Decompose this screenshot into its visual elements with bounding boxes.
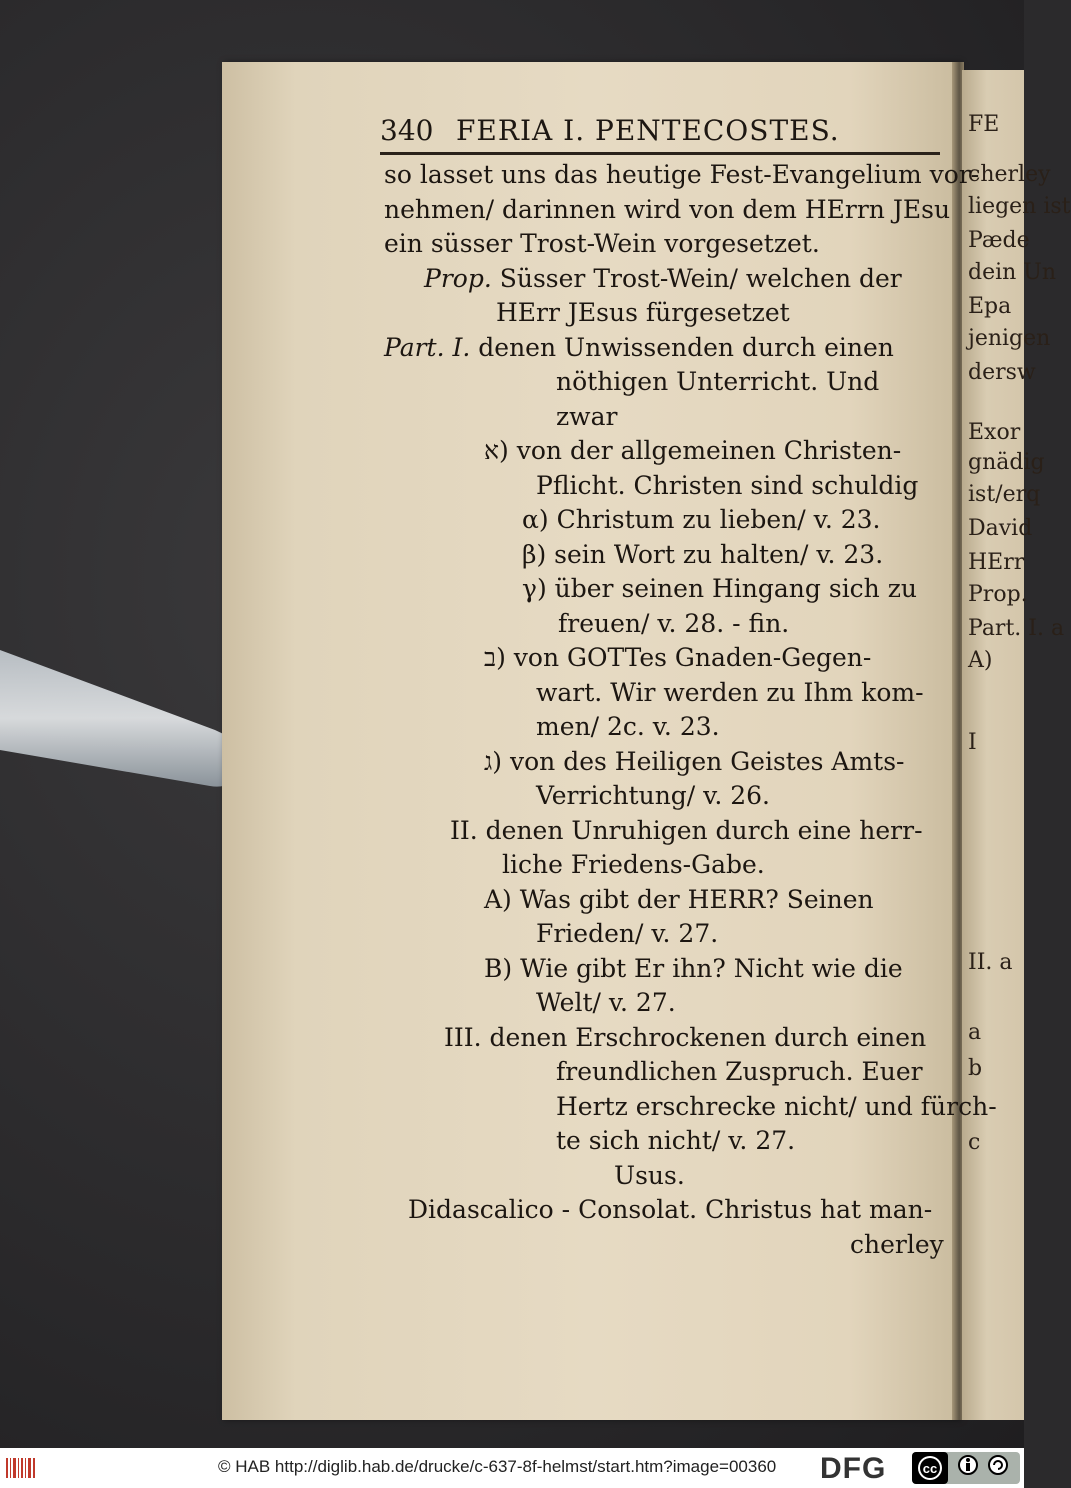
text-line [556, 1090, 997, 1125]
line-text: wart. Wir werden zu Ihm kom- [536, 677, 924, 707]
text-line [384, 158, 979, 193]
cc-by-sa-icon [912, 1452, 1020, 1484]
line-text: ג) von des Heiligen Geistes Amts- [484, 746, 905, 776]
text-line [484, 641, 871, 676]
line-text: A) Was gibt der HERR? Seinen [484, 884, 874, 914]
facing-page-fragment: Prop. [968, 582, 1028, 607]
page-header [380, 110, 940, 154]
facing-page-fragment: ist/erq [968, 482, 1041, 507]
line-text: Frieden/ v. 27. [536, 919, 719, 948]
line-text: HErr JEsus fürgesetzet [496, 298, 790, 327]
text-line [614, 1159, 685, 1194]
line-text: Pflicht. Christen sind schuldig [536, 470, 919, 500]
text-line [522, 538, 883, 573]
source-link[interactable]: © HAB http://diglib.hab.de/drucke/c-637-8f-helmst/start.htm?image=00360 [218, 1457, 777, 1476]
line-text: cherley [850, 1229, 944, 1259]
facing-page-fragment: c [968, 1130, 981, 1155]
line-text: Hertz erschrecke nicht/ und fürch- [556, 1091, 997, 1121]
facing-page-fragment: II. a [968, 950, 1013, 975]
facing-page-fragment: Exor [968, 420, 1021, 445]
facing-page-fragment: cherley [968, 162, 1051, 187]
facing-page-fragment: FE [968, 112, 1000, 137]
svg-text:cc: cc [922, 1461, 938, 1476]
line-text: א) von der allgemeinen Christen- [484, 436, 902, 465]
line-text: α) Christum zu lieben/ v. 23. [522, 505, 881, 534]
text-line [484, 952, 903, 987]
text-line [408, 1193, 932, 1228]
text-line [536, 986, 676, 1021]
text-line [536, 779, 770, 814]
footer-bar [0, 1448, 1024, 1488]
facing-page-fragment: Pæde [968, 228, 1030, 253]
facing-page-fragment: gnädig [968, 450, 1045, 475]
text-line [522, 503, 880, 538]
line-text: denen Unwissenden durch einen [478, 332, 894, 362]
facing-page-fragment: A) [968, 648, 993, 673]
line-text: γ) über seinen Hingang sich zu [522, 574, 918, 603]
line-text: ein süsser Trost-Wein vorgesetzet. [384, 229, 820, 258]
text-line [502, 848, 765, 883]
text-line [384, 331, 894, 366]
page-clip-holder [0, 690, 250, 810]
facing-page-fragment: dein Un [968, 260, 1057, 285]
text-line [536, 469, 918, 504]
line-text: liche Friedens-Gabe. [502, 850, 765, 879]
text-line [556, 1055, 923, 1090]
text-line [384, 193, 950, 228]
text-line [558, 607, 789, 642]
text-line [556, 1124, 795, 1159]
text-line [384, 227, 820, 262]
facing-page-fragment: a [968, 1020, 982, 1045]
line-text: zwar [556, 401, 618, 431]
facing-page-fragment: David [968, 516, 1033, 541]
text-line [850, 1228, 944, 1263]
text-line [484, 434, 901, 469]
facing-page-edge [962, 70, 1071, 1420]
page-number: 340 [380, 114, 434, 147]
line-text: β) sein Wort zu halten/ v. 23. [522, 539, 884, 569]
facing-page-fragment: I [968, 730, 977, 755]
line-text: freuen/ v. 28. - fin. [558, 608, 790, 638]
text-line [484, 745, 905, 780]
line-text: nehmen/ darinnen wird von dem HErrn JEsu [384, 194, 951, 224]
facing-page-fragment: dersw [968, 360, 1036, 385]
line-text: freundlichen Zuspruch. Euer [556, 1057, 923, 1086]
line-text: Süsser Trost-Wein/ welchen der [499, 263, 902, 293]
facing-page-fragment: b [968, 1056, 983, 1081]
line-text: men/ 2c. v. 23. [536, 712, 720, 741]
header-rule [380, 152, 940, 155]
line-text: Verrichtung/ v. 26. [536, 781, 770, 810]
text-line [424, 262, 902, 297]
line-text: B) Wie gibt Er ihn? Nicht wie die [484, 953, 903, 983]
line-text: II. denen Unruhigen durch eine herr- [450, 815, 923, 845]
facing-page-fragment: Epa [968, 294, 1012, 319]
text-line [556, 365, 879, 400]
text-line [496, 296, 790, 331]
running-title: FERIA I. PENTECOSTES. [456, 114, 840, 147]
text-line [484, 883, 874, 918]
facing-page-fragment: Part. I. a [968, 616, 1065, 641]
outline-label: Prop. [424, 263, 500, 293]
text-line [536, 676, 924, 711]
line-text: te sich nicht/ v. 27. [556, 1126, 796, 1155]
facing-page-fragment: jenigen [968, 326, 1051, 351]
line-text: ב) von GOTTes Gnaden-Gegen- [484, 643, 872, 672]
line-text: Welt/ v. 27. [536, 988, 676, 1017]
text-line [536, 917, 718, 952]
text-line [450, 814, 923, 849]
text-line [556, 400, 617, 435]
line-text: Didascalico - Consolat. Christus hat man- [408, 1195, 933, 1224]
outline-label: Part. I. [384, 332, 479, 362]
line-text: so lasset uns das heutige Fest-Evangelium vor- [384, 160, 980, 189]
text-line [444, 1021, 926, 1056]
facing-page-fragment: HErr [968, 550, 1025, 575]
facing-page-fragment: liegen ist [968, 194, 1071, 219]
line-text: III. denen Erschrockenen durch einen [444, 1022, 927, 1052]
line-text: nöthigen Unterricht. Und [556, 367, 880, 396]
hab-barcode-icon [6, 1456, 36, 1480]
line-text: Usus. [614, 1160, 685, 1190]
dfg-logo: DFG [820, 1452, 887, 1485]
text-line [536, 710, 720, 745]
text-line [522, 572, 917, 607]
